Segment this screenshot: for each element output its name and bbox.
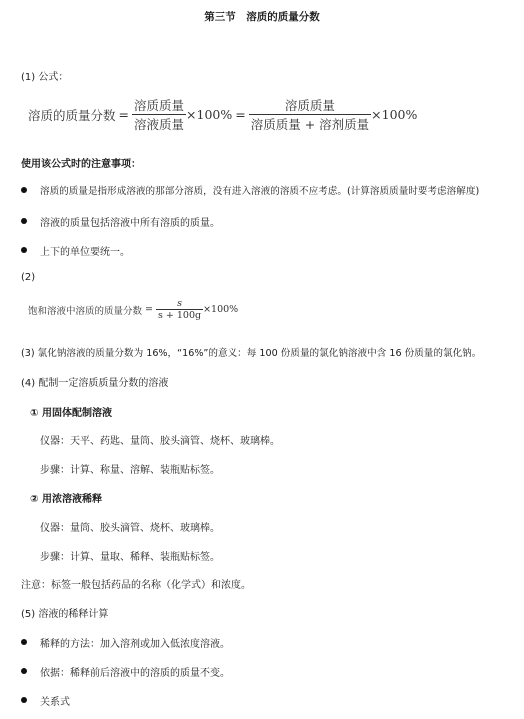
saturated-solution-formula	[28, 298, 238, 321]
formula2-numerator: s	[177, 298, 182, 309]
formula2-denominator: s + 100g	[157, 310, 202, 321]
formula-times-1: ×100%	[186, 107, 233, 122]
subsection-2-instruments: 仪器：量筒、胶头滴管、烧杯、玻璃棒。	[40, 523, 220, 534]
subsection-1-heading: ① 用固体配制溶液	[30, 408, 112, 419]
note-bullet-1: 溶质的质量是指形成溶液的那部分溶质，没有进入溶液的溶质不应考虑。(计算溶质质量时要考虑溶解度)	[40, 186, 480, 197]
bullet-dot-icon	[21, 697, 27, 703]
fraction-1-numerator: 溶质质量	[134, 98, 185, 113]
formula-equals-2: =	[235, 107, 246, 122]
mass-fraction-formula	[28, 96, 417, 133]
formula-equals: =	[118, 107, 129, 122]
bullet-dot-icon	[21, 668, 27, 674]
subsection-2-steps: 步骤：计算、量取、稀释、装瓶贴标签。	[40, 552, 220, 563]
subsection-1-instruments: 仪器：天平、药匙、量筒、胶头滴管、烧杯、玻璃棒。	[40, 436, 280, 447]
bullet-dot-icon	[21, 218, 27, 224]
subsection-2-heading: ② 用浓溶液稀释	[30, 494, 102, 505]
formula-times-2: ×100%	[371, 107, 418, 122]
formula-fraction-2	[249, 96, 371, 133]
note-bullet-2: 溶液的质量包括溶液中所有溶质的质量。	[40, 218, 220, 229]
dilution-bullet-2: 依据：稀释前后溶液中的溶质的质量不变。	[40, 668, 230, 679]
dilution-bullet-3: 关系式	[40, 697, 70, 708]
formula-fraction-1	[132, 96, 186, 133]
section-1-label: (1) 公式：	[21, 72, 69, 83]
formula2-equals: =	[145, 304, 153, 315]
note-bullet-3: 上下的单位要统一。	[40, 247, 130, 258]
bullet-dot-icon	[21, 639, 27, 645]
fraction-2-denominator: 溶质质量 + 溶剂质量	[249, 114, 371, 133]
formula2-lhs: 饱和溶液中溶质的质量分数	[28, 305, 143, 317]
formula2-fraction	[156, 298, 203, 321]
section-2-label: (2)	[21, 272, 36, 283]
section-5-label: (5) 溶液的稀释计算	[21, 609, 109, 620]
formula-lhs: 溶质的质量分数	[28, 107, 116, 123]
bullet-dot-icon	[21, 187, 27, 193]
page-title: 第三节 溶质的质量分数	[204, 11, 320, 23]
bullet-dot-icon	[21, 247, 27, 253]
fraction-1-denominator: 溶液质量	[132, 114, 186, 133]
dilution-bullet-1: 稀释的方法：加入溶剂或加入低浓度溶液。	[40, 639, 230, 650]
fraction-2-numerator: 溶质质量	[284, 98, 335, 113]
section-3-text: (3) 氯化钠溶液的质量分数为 16%，“16%”的意义：每 100 份质量的氯化钠溶液中含 16 份质量的氯化钠。	[21, 348, 482, 359]
section-4-label: (4) 配制一定溶质质量分数的溶液	[21, 378, 169, 389]
subsection-1-steps: 步骤：计算、称量、溶解、装瓶贴标签。	[40, 465, 220, 476]
formula2-times: ×100%	[203, 304, 239, 315]
label-note: 注意：标签一般包括药品的名称（化学式）和浓度。	[21, 580, 251, 591]
notes-heading: 使用该公式时的注意事项：	[21, 159, 141, 170]
